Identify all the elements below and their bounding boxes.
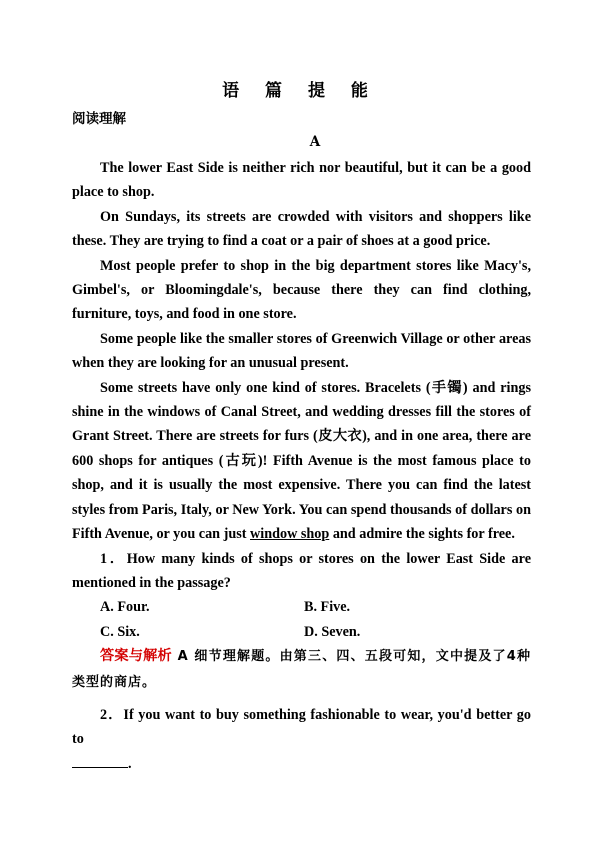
paragraph: The lower East Side is neither rich nor beautiful, but it can be a good place to shop.: [72, 160, 531, 201]
option-d: D. Seven.: [304, 623, 361, 640]
paragraph: Some people like the smaller stores of Greenwich Village or other areas when they are looking for an unusual present.: [72, 330, 531, 372]
section-heading: 阅读理解: [72, 111, 126, 127]
options-row-2: [72, 620, 531, 644]
passage-body: [72, 156, 531, 776]
answer-text: A 细节理解题。由第三、四、五段可知，文中提及了4种类型的商店。: [72, 649, 531, 690]
passage-label: A: [309, 134, 321, 150]
underlined-phrase: window shop: [250, 526, 330, 543]
answer-1: [72, 644, 531, 695]
paragraph-text: and admire the sights for free.: [329, 526, 515, 543]
paragraph: [72, 376, 531, 547]
question-1: 1．How many kinds of shops or stores on the lower East Side are mentioned in the passage?: [72, 550, 531, 591]
question-2: [72, 703, 531, 776]
question-2-end: .: [128, 755, 132, 772]
question-2-text: 2．If you want to buy something fashionable to wear, you'd better go to: [72, 706, 531, 748]
option-a: A. Four.: [100, 599, 150, 616]
paragraph: On Sundays, its streets are crowded with visitors and shoppers like these. They are trying to find a coat or a pair of shoes at a good price.: [72, 208, 531, 250]
options-row-1: [72, 595, 531, 619]
option-b: B. Five.: [304, 599, 351, 616]
paragraph: Most people prefer to shop in the big department stores like Macy's, Gimbel's, or Bloomingdale's, because there they can find clothing, furniture, toys, and food in one store.: [72, 257, 531, 323]
answer-blank: [72, 753, 128, 768]
paragraph-text: Some streets have only one kind of stores. Bracelets (手镯) and rings shine in the windows of Canal Street, and wedding dresses fill the stores of Grant Street. There are streets for furs (皮大衣), and in one area, there are 600 shops for antiques (古玩)! Fifth Avenue is the most famous place to shop, and it is usually the most expensive. There you can find the latest styles from Paris, Italy, or New York. You can spend thousands of dollars on Fifth Avenue, or you can just: [72, 379, 531, 543]
answer-label: 答案与解析: [100, 648, 172, 665]
option-c: C. Six.: [100, 623, 140, 640]
page-title: 语 篇 提 能: [222, 81, 378, 101]
